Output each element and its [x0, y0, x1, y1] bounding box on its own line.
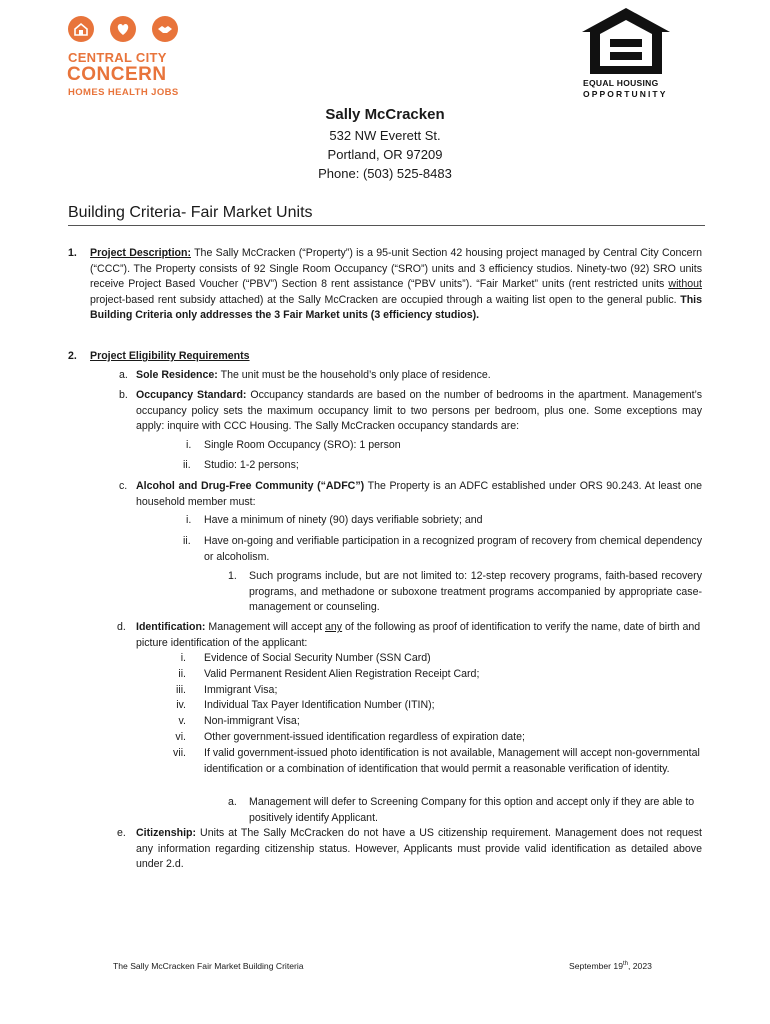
central-city-concern-logo [66, 16, 182, 100]
footer-title: The Sally McCracken Fair Market Building Criteria [113, 961, 304, 971]
id-item-vi: Other government-issued identification regardless of expiration date; [204, 731, 525, 743]
id-item-iii-mark: iii. [175, 684, 186, 696]
id-item-vii-mark: vii. [173, 747, 186, 759]
item-d-mark: d. [117, 621, 126, 633]
id-sub-mark: a. [228, 796, 237, 808]
item-c-ii-mark: ii. [183, 535, 191, 547]
item-b-mark: b. [119, 389, 128, 401]
item-c-sub: Such programs include, but are not limited to: 12-step recovery programs, faith-based recovery programs, and methadone or suboxone treatment programs accompanied by appropriate case-management or counseling. [249, 570, 702, 614]
section-2-number: 2. [68, 350, 77, 362]
id-item-iv: Individual Tax Payer Identification Number (ITIN); [204, 699, 435, 711]
id-item-vii: If valid government-issued photo identification is not available, Management will accept non-governmental identification or a combination of identification that would permit a reasonable verification of identity. [204, 747, 700, 775]
item-c-ii: Have on-going and verifiable participation in a recognized program of recovery from chemical dependency or alcoholism. [204, 535, 702, 563]
id-item-v: Non-immigrant Visa; [204, 715, 300, 727]
section-1-number: 1. [68, 247, 77, 259]
equal-housing-line-1: EQUAL HOUSING [583, 78, 659, 88]
item-d-identification-line-1: Identification: Management will accept any of the following as proof of identification to verify the name, date of birth and picture identification of the applicant: [136, 621, 701, 649]
equal-housing-house-icon [580, 6, 672, 76]
id-sub: Management will defer to Screening Company for this option and accept only if they are able to positively identify Applicant. [249, 796, 695, 824]
item-b-occupancy-standard: Occupancy Standard: Occupancy standards are based on the number of bedrooms in the apartment. Management’s occupancy policy sets the maximum occupancy limit to two persons per bedroom, plus one. Some exceptions may apply: inquire with CCC Housing. The Sally McCracken occupancy standards are: [136, 389, 702, 433]
item-c-sub-mark: 1. [228, 570, 237, 582]
item-c-i-mark: i. [186, 514, 192, 526]
handshake-icon [152, 16, 178, 42]
item-b-i-mark: i. [186, 439, 192, 451]
property-name: Sally McCracken [325, 106, 445, 123]
item-a-mark: a. [119, 369, 128, 381]
id-item-ii: Valid Permanent Resident Alien Registration Receipt Card; [204, 668, 480, 680]
id-item-i-mark: i. [180, 652, 186, 664]
id-item-v-mark: v. [178, 715, 186, 727]
item-b-i: Single Room Occupancy (SRO): 1 person [204, 439, 401, 451]
item-c-mark: c. [119, 480, 128, 492]
section-1-paragraph: Project Description: The Sally McCracken (“Property”) is a 95-unit Section 42 housing project managed by Central City Concern (“CCC”). The Property consists of 92 Single Room Occupancy (“SRO”) units and 3 efficiency studios. Ninety-two (92) SRO units receive Project Based Voucher (“PBV”) Section 8 rent assistance (“PBV units”). “Fair Market” units (rent restricted units without project-based rent subsidy attached) at the Sally McCracken are occupied through a waiting list open to the general public. This Building Criteria only addresses the 3 Fair Market units (3 efficiency studios). [90, 247, 702, 322]
id-item-iv-mark: iv. [176, 699, 186, 711]
logo-line-2: CONCERN [67, 64, 167, 85]
footer-date: September 19th, 2023 [569, 961, 652, 971]
logo-tagline: HOMES HEALTH JOBS [68, 87, 179, 98]
equal-housing-logo [580, 6, 672, 100]
phone: Phone: (503) 525-8483 [318, 166, 452, 181]
address-line-2: Portland, OR 97209 [327, 147, 443, 162]
id-item-ii-mark: ii. [178, 668, 186, 680]
item-b-ii-mark: ii. [183, 459, 191, 471]
item-a-sole-residence: Sole Residence: The unit must be the household’s only place of residence. [136, 369, 491, 381]
equal-housing-line-2: OPPORTUNITY [583, 89, 668, 99]
section-1-heading: Project Description: [90, 247, 191, 259]
address-line-1: 532 NW Everett St. [329, 128, 441, 143]
document-title: Building Criteria- Fair Market Units [68, 204, 313, 221]
house-icon [68, 16, 94, 42]
item-c-i: Have a minimum of ninety (90) days verifiable sobriety; and [204, 514, 483, 526]
title-divider [68, 225, 705, 226]
logo-line-1: CENTRAL CITY [68, 50, 167, 65]
heart-icon [110, 16, 136, 42]
id-item-vi-mark: vi. [175, 731, 186, 743]
item-b-ii: Studio: 1-2 persons; [204, 459, 299, 471]
id-item-iii: Immigrant Visa; [204, 684, 278, 696]
id-item-i: Evidence of Social Security Number (SSN Card) [204, 652, 431, 664]
item-e-mark: e. [117, 827, 126, 839]
item-e-citizenship: Citizenship: Units at The Sally McCracken do not have a US citizenship requirement. Management does not request any information regarding citizenship status. However, Applicants must provide valid identification as detailed above under 2.d. [136, 827, 702, 871]
item-c-adfc: Alcohol and Drug-Free Community (“ADFC”) The Property is an ADFC established under ORS 90.243. At least one household member must: [136, 480, 702, 508]
section-2-heading: Project Eligibility Requirements [90, 350, 250, 362]
